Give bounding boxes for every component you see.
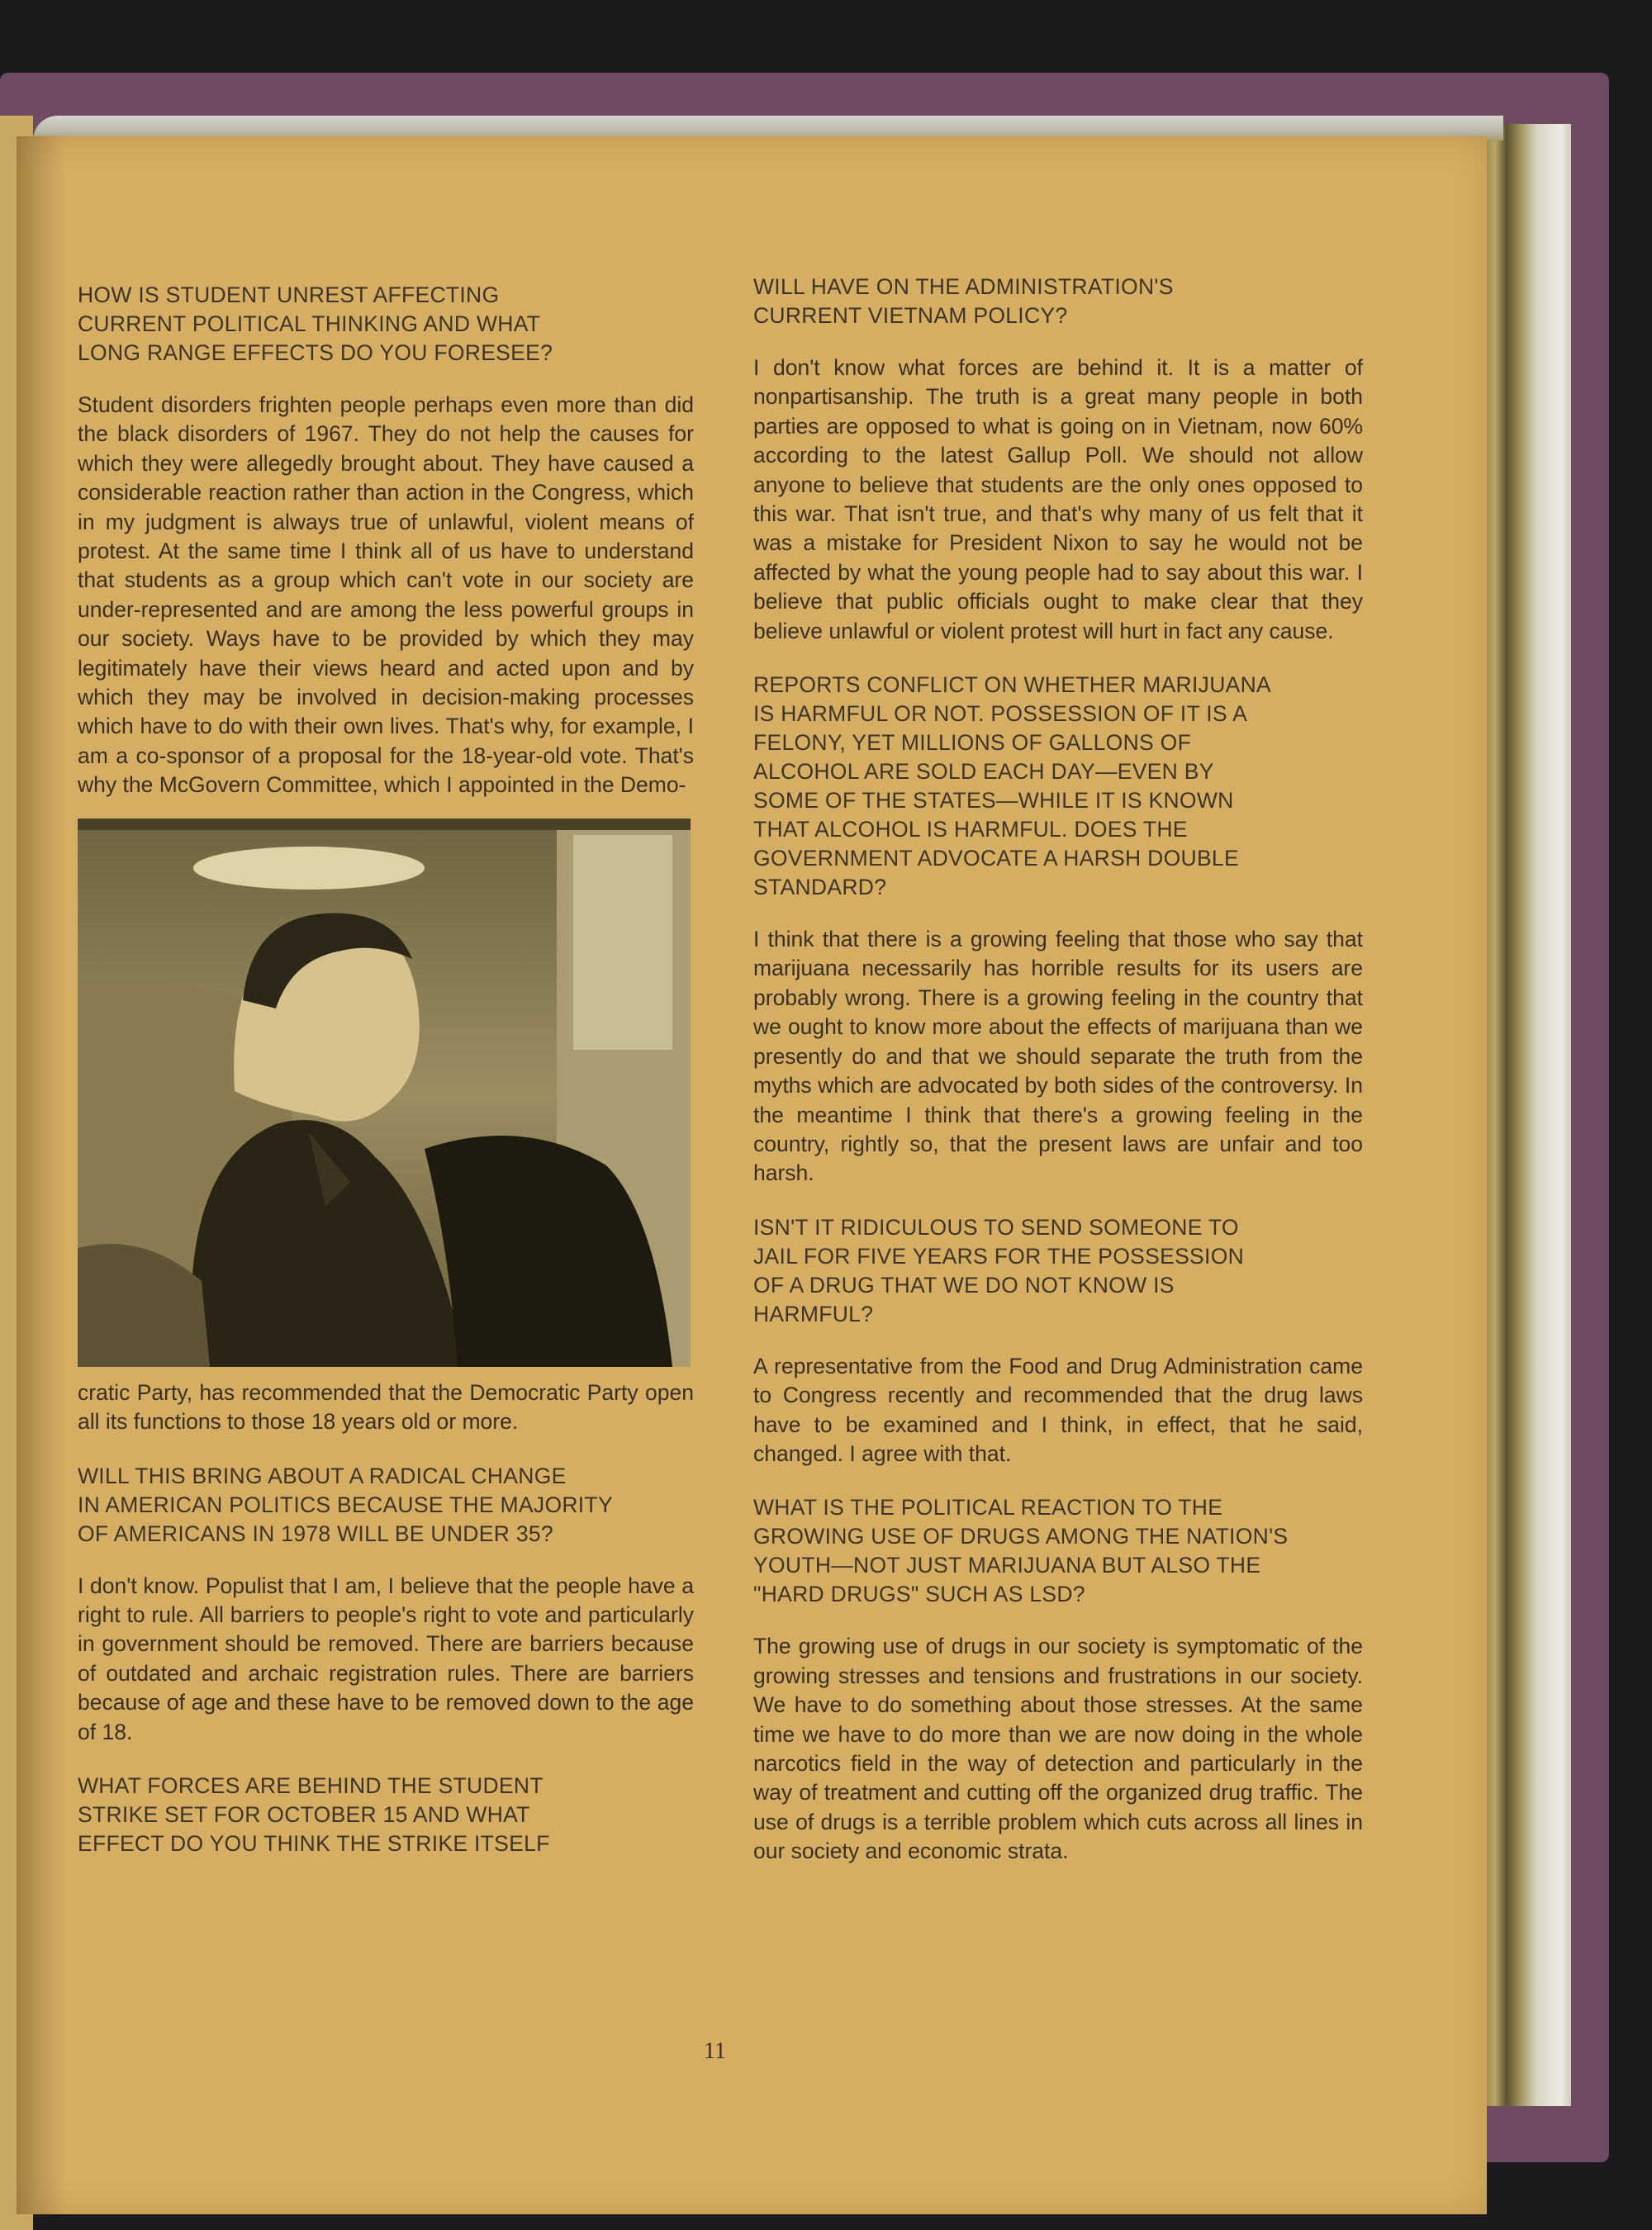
answer-jail-sentence: A representative from the Food and Drug Administration came to Congress recently and recommended that the drug laws have to be examined and I think, in effect, that he said, changed. I agree with that.	[753, 1353, 1363, 1466]
photo-portrait	[78, 818, 691, 1367]
question-student-strike-continued: WILL HAVE ON THE ADMINISTRATION'S CURRENT VIETNAM POLICY?	[753, 274, 1174, 328]
question-drug-use: WHAT IS THE POLITICAL REACTION TO THE GROWING USE OF DRUGS AMONG THE NATION'S YOUTH—NOT JUST MARIJUANA BUT ALSO THE "HARD DRUGS" SUCH AS LSD?	[753, 1495, 1289, 1607]
answer-student-strike: I don't know what forces are behind it. It is a matter of nonpartisanship. The truth is a great many people in both parties are opposed to what is going on in Vietnam, now 60% according to the latest Gallup Poll. We should not allow anyone to believe that students are the only ones opposed to this war. That isn't true, and that's why many of us felt that it was a mistake for President Nixon to say he would not be affected by what the young people had to say about this war. I believe that public officials ought to make clear that they believe unlawful or violent protest will hurt in fact any cause.	[753, 355, 1363, 643]
question-radical-change: WILL THIS BRING ABOUT A RADICAL CHANGE IN AMERICAN POLITICS BECAUSE THE MAJORITY OF AMERICANS IN 1978 WILL BE UNDER 35?	[78, 1463, 613, 1546]
question-student-strike: WHAT FORCES ARE BEHIND THE STUDENT STRIKE SET FOR OCTOBER 15 AND WHAT EFFECT DO YOU THINK THE STRIKE ITSELF	[78, 1772, 550, 1856]
answer-student-unrest: Student disorders frighten people perhaps even more than did the black disorders of 1967. They do not help the causes for which they were allegedly brought about. They have caused a considerable reaction rather than action in the Congress, which in my judgment is always true of unlawful, violent means of protest. At the same time I think all of us have to understand that students as a group which can't vote in our society are under-represented and are among the less powerful groups in our society. Ways have to be provided by which they may legitimately have their views heard and acted upon and by which they may be involved in decision-making processes which have to do with their own lives. That's why, for example, I am a co-sponsor of a proposal for the 18-year-old vote. That's why the McGovern Committee, which I appointed in the Demo-	[78, 392, 694, 798]
answer-drug-use: The growing use of drugs in our society is symptomatic of the growing stresses and tensions and frustrations in our society. We have to do something about those stresses. At the same time we have to do more than we are now doing in the whole narcotics field in the way of detection and particularly in the way of treatment and cutting off the organized drug traffic. The use of drugs is a terrible problem which cuts across all lines in our society and economic strata.	[753, 1634, 1363, 1864]
answer-student-unrest-continued: cratic Party, has recommended that the Democratic Party open all its functions to those 18 years old or more.	[78, 1379, 694, 1435]
page-fore-edge	[1479, 124, 1571, 2106]
right-column	[753, 273, 1363, 1891]
gutter-shadow	[17, 136, 66, 2214]
answer-marijuana: I think that there is a growing feeling that those who say that marijuana necessarily has horrible results for its users are probably wrong. There is a growing feeling in the country that we ought to know more about the effects of marijuana than we presently do and that we should separate the truth from the myths which are advocated by both sides of the controversy. In the meantime I think that there's a growing feeling in the country, rightly so, that the present laws are unfair and too harsh.	[753, 927, 1363, 1186]
photo-portrait-image	[78, 818, 691, 1367]
left-column	[78, 281, 694, 1881]
question-student-unrest: HOW IS STUDENT UNREST AFFECTING CURRENT POLITICAL THINKING AND WHAT LONG RANGE EFFECTS DO YOU FORESEE?	[78, 282, 553, 365]
page-number: 11	[704, 2038, 726, 2064]
question-marijuana: REPORTS CONFLICT ON WHETHER MARIJUANA IS HARMFUL OR NOT. POSSESSION OF IT IS A FELONY, YET MILLIONS OF GALLONS OF ALCOHOL ARE SOLD EACH DAY—EVEN BY SOME OF THE STATES—WHILE IT IS KNOWN THAT ALCOHOL IS HARMFUL. DOES THE GOVERNMENT ADVOCATE A HARSH DOUBLE STANDARD?	[753, 672, 1272, 900]
answer-radical-change: I don't know. Populist that I am, I believe that the people have a right to rule. All barriers to people's right to vote and particularly in government should be removed. There are barriers because of outdated and archaic registration rules. There are barriers because of age and these have to be removed down to the age of 18.	[78, 1573, 694, 1744]
question-jail-sentence: ISN'T IT RIDICULOUS TO SEND SOMEONE TO JAIL FOR FIVE YEARS FOR THE POSSESSION OF A DRUG THAT WE DO NOT KNOW IS HARMFUL?	[753, 1214, 1245, 1326]
